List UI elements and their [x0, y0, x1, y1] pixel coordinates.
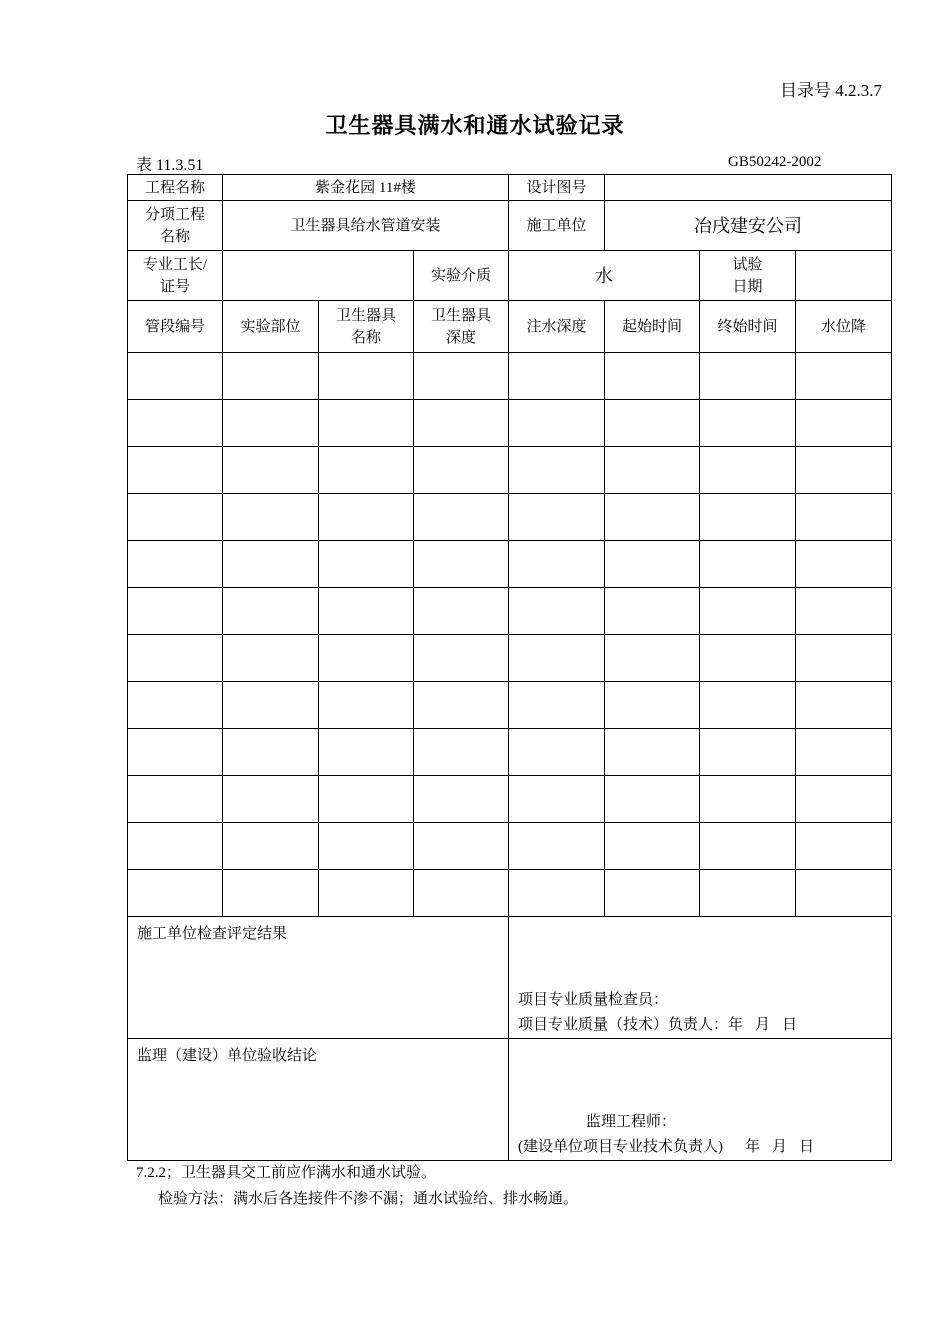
table-row	[128, 494, 892, 541]
cell[interactable]	[700, 823, 796, 870]
cell[interactable]	[605, 823, 700, 870]
col-start-time: 起始时间	[605, 301, 700, 353]
standard-code: GB50242-2002	[728, 154, 822, 170]
quality-inspector-label: 项目专业质量检查员：	[518, 992, 669, 1008]
table-row	[128, 823, 892, 870]
cell[interactable]	[414, 776, 509, 823]
cell[interactable]	[700, 588, 796, 635]
cell[interactable]	[509, 447, 605, 494]
supervisor-check-label: 监理（建设）单位验收结论	[128, 1039, 509, 1161]
cell[interactable]	[796, 447, 892, 494]
contractor-label: 施工单位	[509, 201, 605, 251]
cell[interactable]	[223, 729, 319, 776]
cell[interactable]	[223, 776, 319, 823]
cell[interactable]	[700, 400, 796, 447]
contractor-check-row	[128, 917, 892, 1039]
foreman-label-line1: 专业工长/	[142, 256, 208, 273]
contractor-value[interactable]: 冶戌建安公司	[605, 201, 892, 251]
footnote-line1: 7.2.2；卫生器具交工前应作满水和通水试验。	[136, 1165, 437, 1181]
table-number: 表 11.3.51	[136, 157, 204, 174]
cell[interactable]	[128, 400, 223, 447]
cell[interactable]	[128, 729, 223, 776]
day-label: 日	[799, 1139, 815, 1155]
medium-label: 实验介质	[414, 251, 509, 301]
foreman-label-line2: 证号	[159, 278, 190, 295]
cell[interactable]	[796, 635, 892, 682]
cell[interactable]	[605, 447, 700, 494]
cell[interactable]	[796, 729, 892, 776]
design-drawing-label: 设计图号	[509, 175, 605, 201]
col-fixture-depth	[414, 301, 509, 353]
cell[interactable]	[509, 541, 605, 588]
cell[interactable]	[509, 823, 605, 870]
cell[interactable]	[605, 400, 700, 447]
year-label: 年	[745, 1139, 761, 1155]
foreman-label	[128, 251, 223, 301]
cell[interactable]	[509, 588, 605, 635]
cell[interactable]	[796, 541, 892, 588]
cell[interactable]	[414, 588, 509, 635]
cell[interactable]	[414, 447, 509, 494]
cell[interactable]	[319, 870, 414, 917]
cell[interactable]	[605, 870, 700, 917]
cell[interactable]	[223, 353, 319, 400]
table-row	[128, 635, 892, 682]
supervisor-check-sign[interactable]	[509, 1039, 892, 1161]
subitem-value[interactable]: 卫生器具给水管道安装	[223, 201, 509, 251]
cell[interactable]	[796, 494, 892, 541]
table-row	[128, 353, 892, 400]
row-subitem	[128, 201, 892, 251]
owner-responsible-line	[518, 1135, 882, 1160]
day-label: 日	[782, 1017, 798, 1033]
cell[interactable]	[509, 776, 605, 823]
cell[interactable]	[319, 494, 414, 541]
cell[interactable]	[509, 870, 605, 917]
table-row	[128, 682, 892, 729]
cell[interactable]	[414, 635, 509, 682]
cell[interactable]	[700, 870, 796, 917]
cell[interactable]	[414, 823, 509, 870]
medium-value[interactable]: 水	[509, 251, 700, 301]
col-fixture-depth-line1: 卫生器具	[431, 307, 492, 324]
cell[interactable]	[414, 541, 509, 588]
table-row	[128, 588, 892, 635]
table-row	[128, 400, 892, 447]
cell[interactable]	[223, 682, 319, 729]
cell[interactable]	[128, 823, 223, 870]
cell[interactable]	[796, 823, 892, 870]
cell[interactable]	[700, 353, 796, 400]
month-label: 月	[755, 1017, 771, 1033]
cell[interactable]	[414, 353, 509, 400]
cell[interactable]	[700, 729, 796, 776]
catalog-number: 目录号 4.2.3.7	[780, 81, 882, 100]
cell[interactable]	[128, 494, 223, 541]
cell[interactable]	[605, 682, 700, 729]
row-foreman	[128, 251, 892, 301]
cell[interactable]	[509, 729, 605, 776]
cell[interactable]	[796, 682, 892, 729]
cell[interactable]	[605, 729, 700, 776]
col-fixture-name	[319, 301, 414, 353]
date-value[interactable]	[796, 251, 892, 301]
cell[interactable]	[319, 588, 414, 635]
cell[interactable]	[319, 729, 414, 776]
table-row	[128, 541, 892, 588]
cell[interactable]	[700, 541, 796, 588]
cell[interactable]	[796, 588, 892, 635]
table-row	[128, 447, 892, 494]
cell[interactable]	[128, 588, 223, 635]
cell[interactable]	[605, 776, 700, 823]
cell[interactable]	[223, 823, 319, 870]
cell[interactable]	[700, 447, 796, 494]
cell[interactable]	[509, 494, 605, 541]
cell[interactable]	[128, 635, 223, 682]
col-fixture-depth-line2: 深度	[446, 329, 477, 346]
col-end-time: 终始时间	[700, 301, 796, 353]
cell[interactable]	[509, 353, 605, 400]
cell[interactable]	[319, 776, 414, 823]
project-name-value[interactable]: 紫金花园 11#楼	[223, 175, 509, 201]
col-fixture-name-line2: 名称	[350, 329, 381, 346]
cell[interactable]	[319, 541, 414, 588]
month-label: 月	[772, 1139, 788, 1155]
cell[interactable]	[128, 353, 223, 400]
date-label	[700, 251, 796, 301]
row-project	[128, 175, 892, 201]
cell[interactable]	[223, 541, 319, 588]
cell[interactable]	[128, 541, 223, 588]
footnote-line2: 检验方法：满水后各连接件不渗不漏；通水试验给、排水畅通。	[158, 1191, 579, 1207]
cell[interactable]	[319, 353, 414, 400]
cell[interactable]	[414, 400, 509, 447]
cell[interactable]	[796, 353, 892, 400]
cell[interactable]	[605, 635, 700, 682]
owner-responsible-label: (建设单位项目专业技术负责人)	[518, 1139, 724, 1155]
quality-responsible-label: 项目专业质量（技术）负责人：年	[518, 1017, 744, 1033]
cell[interactable]	[700, 682, 796, 729]
cell[interactable]	[319, 682, 414, 729]
cell[interactable]	[509, 400, 605, 447]
cell[interactable]	[605, 353, 700, 400]
col-segment-no: 管段编号	[128, 301, 223, 353]
cell[interactable]	[700, 635, 796, 682]
date-label-line2: 日期	[732, 278, 763, 295]
page-title: 卫生器具满水和通水试验记录	[325, 114, 625, 139]
record-table	[127, 174, 892, 1161]
table-row	[128, 870, 892, 917]
cell[interactable]	[128, 682, 223, 729]
contractor-check-label: 施工单位检查评定结果	[128, 917, 509, 1039]
cell[interactable]	[700, 776, 796, 823]
col-fill-depth: 注水深度	[509, 301, 605, 353]
cell[interactable]	[319, 823, 414, 870]
cell[interactable]	[605, 588, 700, 635]
cell[interactable]	[128, 870, 223, 917]
col-test-location: 实验部位	[223, 301, 319, 353]
cell[interactable]	[223, 400, 319, 447]
project-name-label: 工程名称	[128, 175, 223, 201]
cell[interactable]	[605, 494, 700, 541]
cell[interactable]	[605, 541, 700, 588]
cell[interactable]	[223, 447, 319, 494]
cell[interactable]	[223, 635, 319, 682]
col-water-drop: 水位降	[796, 301, 892, 353]
foreman-value[interactable]	[223, 251, 414, 301]
table-row	[128, 729, 892, 776]
column-header-row	[128, 301, 892, 353]
cell[interactable]	[128, 776, 223, 823]
subitem-label-line1: 分项工程	[144, 206, 205, 223]
cell[interactable]	[414, 494, 509, 541]
supervisor-engineer-label: 监理工程师：	[586, 1114, 677, 1130]
date-label-line1: 试验	[732, 256, 763, 273]
cell[interactable]	[223, 870, 319, 917]
cell[interactable]	[414, 729, 509, 776]
cell[interactable]	[509, 682, 605, 729]
cell[interactable]	[509, 635, 605, 682]
footnote	[136, 1160, 578, 1212]
cell[interactable]	[700, 494, 796, 541]
design-drawing-value[interactable]	[605, 175, 892, 201]
cell[interactable]	[128, 447, 223, 494]
cell[interactable]	[796, 400, 892, 447]
cell[interactable]	[796, 776, 892, 823]
contractor-check-sign[interactable]	[509, 917, 892, 1039]
col-fixture-name-line1: 卫生器具	[335, 307, 396, 324]
cell[interactable]	[319, 400, 414, 447]
table-row	[128, 776, 892, 823]
cell[interactable]	[223, 494, 319, 541]
cell[interactable]	[319, 635, 414, 682]
cell[interactable]	[414, 682, 509, 729]
supervisor-check-row	[128, 1039, 892, 1161]
cell[interactable]	[796, 870, 892, 917]
subitem-label	[128, 201, 223, 251]
subitem-label-line2: 名称	[159, 228, 190, 245]
cell[interactable]	[319, 447, 414, 494]
cell[interactable]	[414, 870, 509, 917]
quality-responsible-line	[518, 1013, 882, 1038]
cell[interactable]	[223, 588, 319, 635]
